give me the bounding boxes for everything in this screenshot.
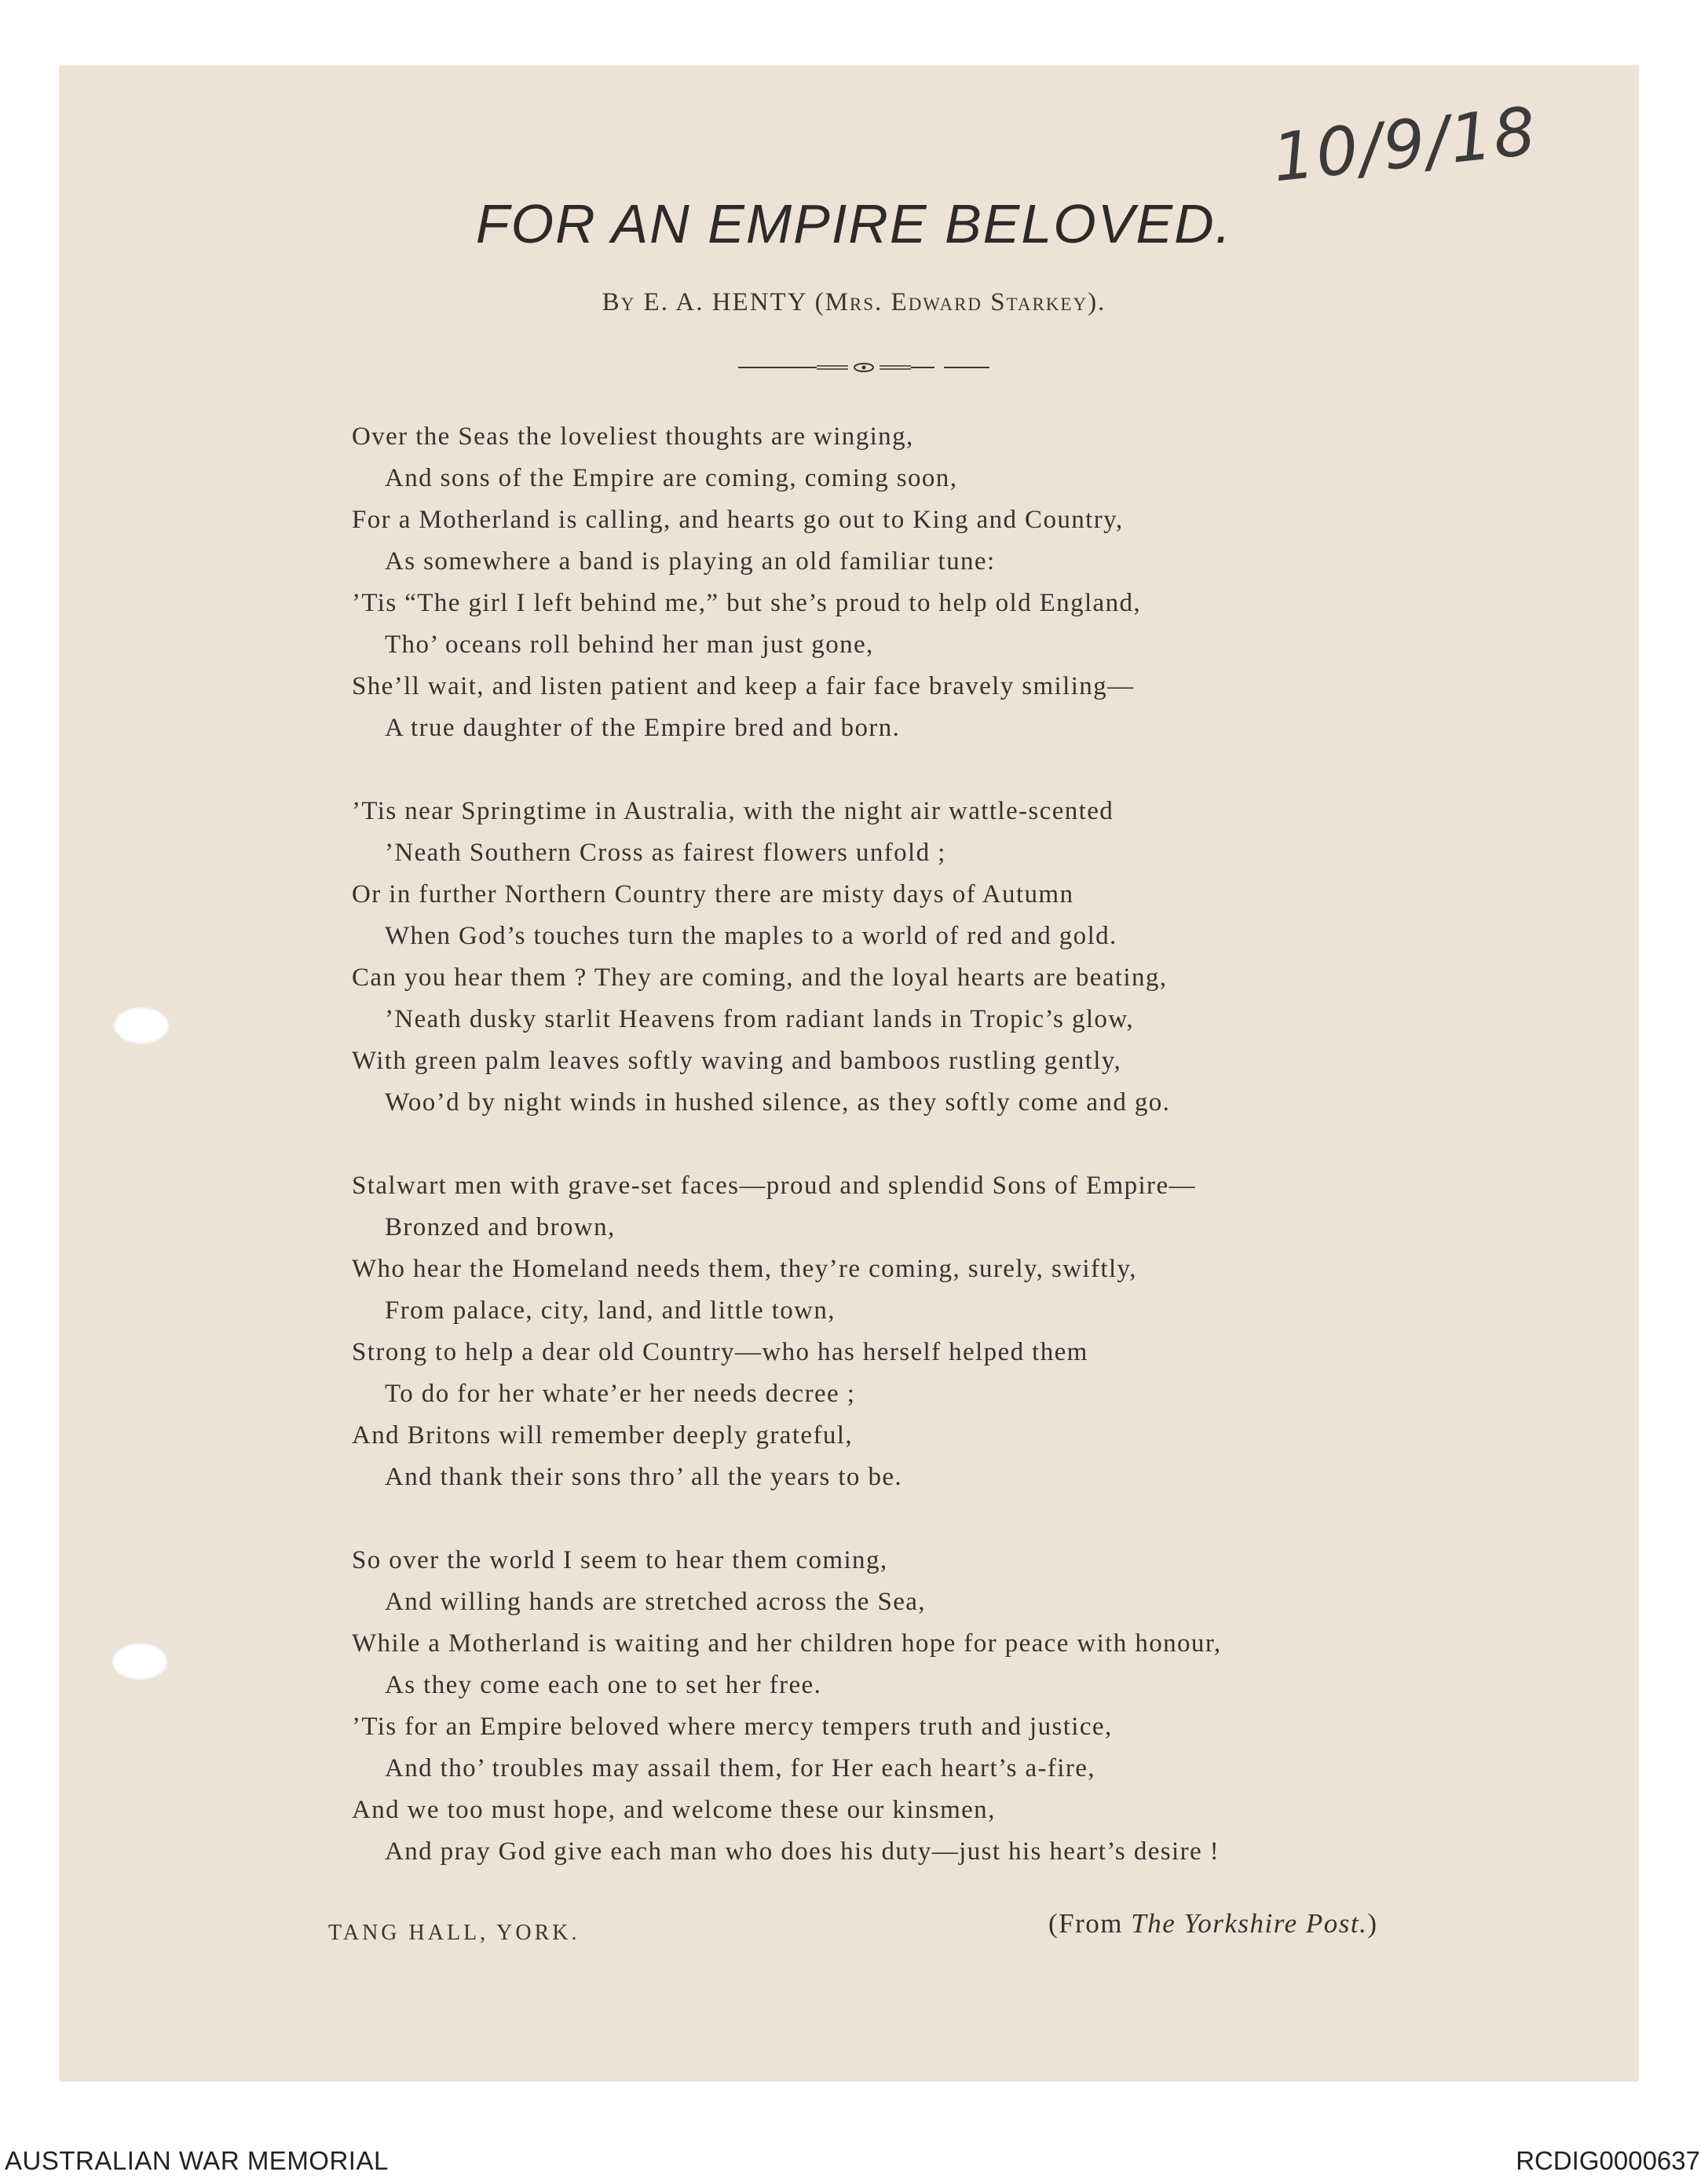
ornament-divider-icon [738, 360, 989, 375]
byline [0, 288, 1708, 317]
stanza-4 [352, 1540, 1608, 1873]
poem-line: Can you hear them ? They are coming, and the loyal hearts are beating, [352, 963, 1168, 992]
poem-line: ’Neath dusky starlit Heavens from radiant lands in Tropic’s glow, [385, 1005, 1135, 1033]
poem-line: And we too must hope, and welcome these our kinsmen, [352, 1796, 996, 1824]
poem-line: To do for her whate’er her needs decree ; [385, 1380, 856, 1408]
poem-line: And sons of the Empire are coming, coming soon, [385, 464, 958, 492]
poem-line: While a Motherland is waiting and her children hope for peace with honour, [352, 1629, 1222, 1658]
poem-line: A true daughter of the Empire bred and born. [385, 714, 901, 742]
poem-line: Stalwart men with grave-set faces—proud and splendid Sons of Empire— [352, 1172, 1196, 1200]
poem-line: ’Tis for an Empire beloved where mercy tempers truth and justice, [352, 1713, 1113, 1741]
poem-line: And willing hands are stretched across the Sea, [385, 1588, 926, 1616]
punch-hole [113, 1007, 170, 1044]
archive-record-id: RCDIG0000637 [1516, 2146, 1700, 2175]
byline-close-paren: ). [1088, 288, 1106, 316]
poem-line: And pray God give each man who does his duty—just his heart’s desire ! [385, 1837, 1220, 1866]
poem-line: From palace, city, land, and little town, [385, 1296, 836, 1325]
poem-line: As somewhere a band is playing an old familiar tune: [385, 547, 996, 576]
poem-title: FOR AN EMPIRE BELOVED. [475, 193, 1233, 254]
archive-institution: AUSTRALIAN WAR MEMORIAL [5, 2146, 389, 2175]
poem-line: Tho’ oceans roll behind her man just gone, [385, 631, 874, 659]
poem-line: Woo’d by night winds in hushed silence, as they softly come and go. [385, 1088, 1171, 1117]
source-name: The Yorkshire Post. [1131, 1908, 1368, 1939]
poem-line: Who hear the Homeland needs them, they’re coming, surely, swiftly, [352, 1255, 1137, 1283]
byline-open-paren: ( [814, 288, 825, 316]
poem-line: ’Tis “The girl I left behind me,” but she’s proud to help old England, [352, 589, 1142, 617]
source-attribution [1048, 1908, 1378, 1940]
poem-line: And Britons will remember deeply grateful, [352, 1421, 853, 1450]
punch-hole [112, 1643, 168, 1680]
poem-line: For a Motherland is calling, and hearts go out to King and Country, [352, 506, 1124, 534]
poem-line: ’Tis near Springtime in Australia, with the night air wattle-scented [352, 797, 1114, 825]
byline-by: By [602, 288, 636, 316]
source-prefix: (From [1048, 1908, 1132, 1939]
poem-line: With green palm leaves softly waving and bamboos rustling gently, [352, 1047, 1122, 1075]
poem-line: So over the world I seem to hear them coming, [352, 1546, 888, 1574]
poem-line: Or in further Northern Country there are misty days of Autumn [352, 880, 1074, 909]
poem-line: And tho’ troubles may assail them, for Her each heart’s a-fire, [385, 1754, 1095, 1782]
source-suffix: ) [1367, 1908, 1378, 1939]
byline-author: E. A. HENTY [643, 288, 807, 316]
poem-body [352, 416, 1608, 1914]
poem-line: Strong to help a dear old Country—who has herself helped them [352, 1338, 1088, 1366]
poem-line: As they come each one to set her free. [385, 1671, 822, 1699]
publication-place: TANG HALL, YORK. [328, 1921, 580, 1945]
poem-line: Over the Seas the loveliest thoughts are winging, [352, 422, 914, 451]
stanza-2 [352, 791, 1608, 1124]
poem-line: And thank their sons thro’ all the years to be. [385, 1463, 903, 1491]
stanza-1 [352, 416, 1608, 749]
poem-line: ’Neath Southern Cross as fairest flowers unfold ; [385, 839, 946, 867]
byline-alias: Mrs. Edward Starkey [825, 288, 1088, 316]
poem-line: Bronzed and brown, [385, 1213, 616, 1241]
poem-line: When God’s touches turn the maples to a world of red and gold. [385, 922, 1117, 950]
stanza-3 [352, 1165, 1608, 1498]
handwritten-date: 10/9/18 [1268, 92, 1542, 197]
poem-line: She’ll wait, and listen patient and keep a fair face bravely smiling— [352, 672, 1135, 700]
